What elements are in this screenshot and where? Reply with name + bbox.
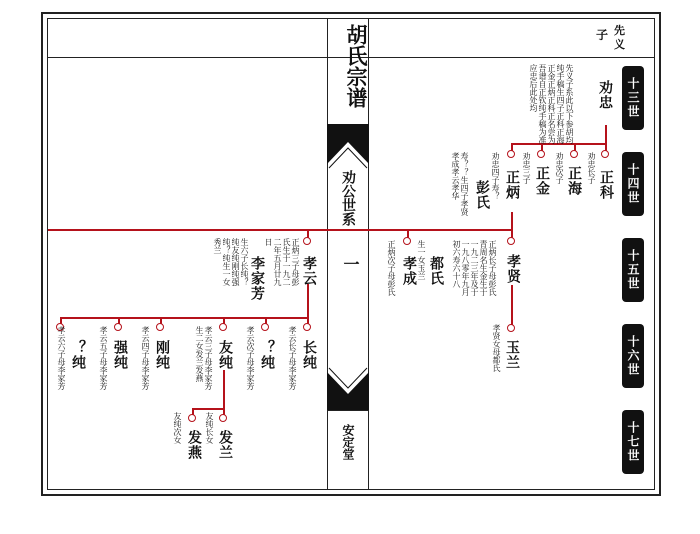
generation-tab-14: 十四世 <box>622 152 644 216</box>
node-zhenghai <box>570 150 578 158</box>
line-youchun-down <box>223 370 225 410</box>
node-qiangchun <box>114 323 122 331</box>
person-zhengjin-name: 正金 <box>534 166 550 196</box>
genealogy-title: 胡氏宗谱 <box>344 24 369 108</box>
person-pengshi-name: 彭氏 <box>474 180 490 210</box>
person-xiaoxian-note: 正炳长子母彭氏青周名生金生于一九二三年及于一九八零年九月初六寿六十八 <box>452 240 497 296</box>
node-falan <box>219 414 227 422</box>
person-zhengke-name: 正科 <box>598 170 614 200</box>
person-qchun2-note: 孝云次子母李家芳 <box>246 326 255 390</box>
node-yulan <box>507 324 515 332</box>
node-zhengjin <box>537 150 545 158</box>
person-qchun6-name: ？纯 <box>70 340 86 370</box>
generation-tab-15: 十五世 <box>622 238 644 302</box>
person-quanzhong-name: 劝忠 <box>597 80 613 110</box>
person-qiangchun-note: 孝云五子母李家芳 <box>99 326 108 390</box>
person-dushi-note: 生一女玉兰 <box>417 240 426 280</box>
header-label-xian: 先 <box>614 24 625 37</box>
node-zhengbing <box>507 150 515 158</box>
person-changchun-name: 长纯 <box>301 340 317 370</box>
person-dushi-name: 都氏 <box>428 256 444 286</box>
person-yulan-name: 玉兰 <box>504 340 520 370</box>
line-quanzhong-down <box>605 125 607 145</box>
line-xiaoxian-to-yulan <box>511 285 513 327</box>
node-qchun2 <box>261 323 269 331</box>
hall-name: 安定堂 <box>341 424 355 460</box>
person-zhengbing-note: 劝忠四子寿？ <box>491 152 500 200</box>
line-zhengbing-down <box>511 212 513 230</box>
generation-tab-17: 十七世 <box>622 410 644 474</box>
person-youchun-note: 孝云三子母李家芳生二女发兰发燕 <box>195 326 213 390</box>
node-fayan <box>188 414 196 422</box>
person-fayan-note: 友纯次女 <box>173 412 182 444</box>
lineage-section-title: 劝公世系 <box>340 170 356 226</box>
volume-number: 一 <box>341 256 360 272</box>
person-zhengke-note: 劝忠长子 <box>587 152 596 184</box>
line-xiaoyun-down <box>307 284 309 318</box>
person-falan-note: 友纯长女 <box>205 412 214 444</box>
person-lijiafang-name: 李家芳 <box>249 256 265 301</box>
person-yulan-note: 孝贤女母都氏 <box>492 324 501 372</box>
generation-tab-13: 十三世 <box>622 66 644 130</box>
line-16th-gen-bar <box>60 317 309 319</box>
line-17th-gen-bar <box>192 408 225 410</box>
person-zhengbing-name: 正炳 <box>504 170 520 200</box>
person-xiaoyun-name: 孝云 <box>301 256 317 286</box>
node-xiaoyun <box>303 237 311 245</box>
person-qchun2-name: ？纯 <box>259 340 275 370</box>
person-lijiafang-note: 生六子长纯？纯友纯刚纯强纯？纯生一女秀兰 <box>213 238 249 286</box>
person-zhenghai-note: 劝忠次子 <box>555 152 564 184</box>
header-label-yi: 义 <box>614 38 625 51</box>
person-xiaoyun-note: 正炳三子母彭氏生于一九二二年五月廿九日 <box>264 238 300 286</box>
person-zhenghai-name: 正海 <box>566 166 582 196</box>
node-youchun <box>219 323 227 331</box>
node-xiaocheng <box>403 237 411 245</box>
person-xiaocheng-name: 孝成 <box>401 256 417 286</box>
person-falan-name: 发兰 <box>217 430 233 460</box>
person-zhengjin-note: 劝忠三子 <box>522 152 531 184</box>
line-15th-gen-bar <box>48 229 513 231</box>
person-fayan-name: 发燕 <box>186 430 202 460</box>
node-zhengke <box>601 150 609 158</box>
person-gangchun-name: 刚纯 <box>154 340 170 370</box>
generation-tab-16: 十六世 <box>622 324 644 388</box>
person-quanzhong-note: 先义子系此以下参胡均纯手稿生四子正科正海正金正炳正科正名尝为吾谱自正钦纯手稿为准应忠后此处均 <box>529 64 574 144</box>
person-changchun-note: 孝云长子母李家芳 <box>288 326 297 390</box>
person-pengshi-note: 寿？？生四子孝贤孝成孝云孝华 <box>451 152 469 216</box>
person-qiangchun-name: 强纯 <box>112 340 128 370</box>
person-youchun-name: 友纯 <box>217 340 233 370</box>
person-qchun6-note: 孝云六子母李家芳 <box>57 326 66 390</box>
person-xiaocheng-note: 正炳次子母彭氏 <box>387 240 396 296</box>
person-xiaoxian-name: 孝贤 <box>505 254 521 284</box>
node-gangchun <box>156 323 164 331</box>
header-label-zi: 子 <box>596 28 609 42</box>
node-changchun <box>303 323 311 331</box>
node-xiaoxian <box>507 237 515 245</box>
person-gangchun-note: 孝云四子母李家芳 <box>141 326 150 390</box>
